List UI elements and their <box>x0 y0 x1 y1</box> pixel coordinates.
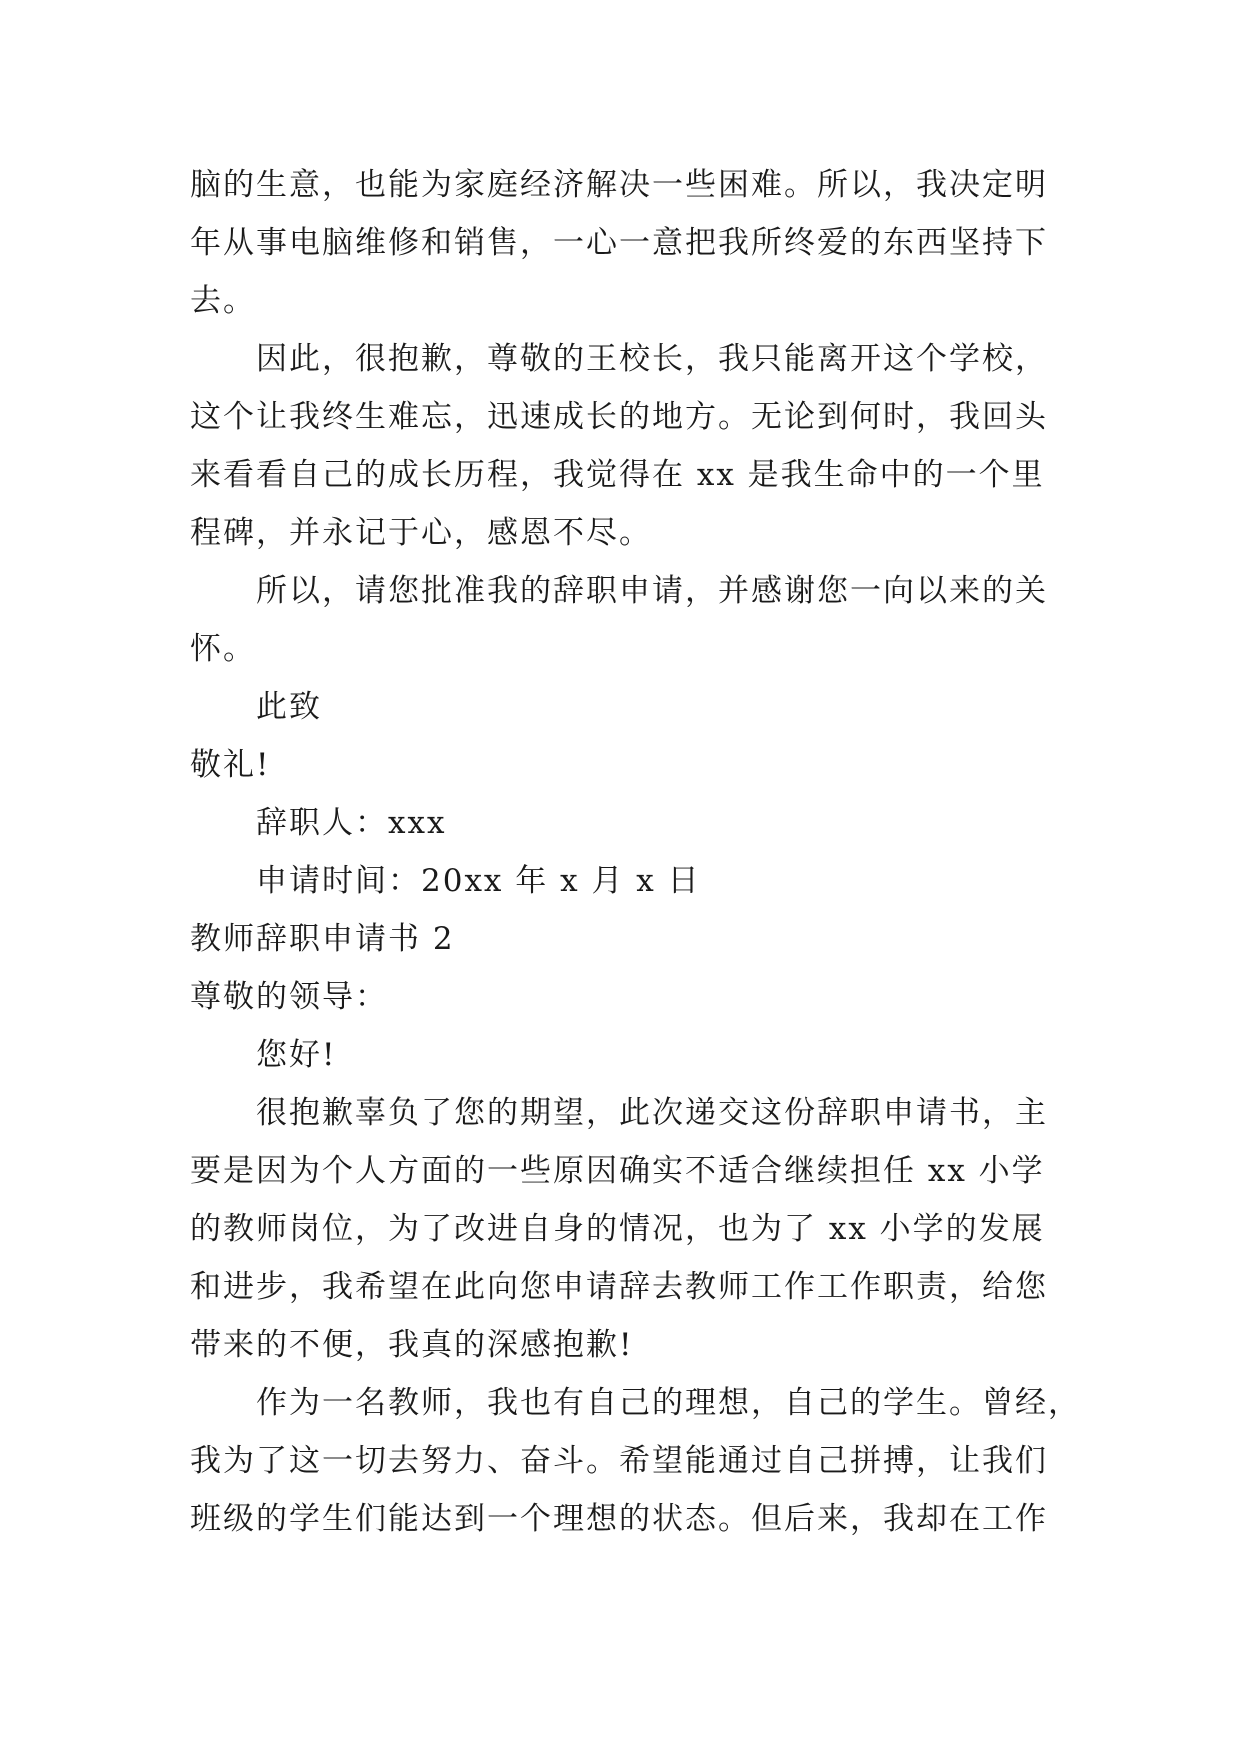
text-line: 带来的不便，我真的深感抱歉! <box>190 1327 634 1363</box>
letter-hello: 您好! <box>256 1037 337 1073</box>
text-line: 很抱歉辜负了您的期望，此次递交这份辞职申请书，主 <box>256 1095 1048 1131</box>
text-line: 怀。 <box>190 631 256 667</box>
text-line: 和进步，我希望在此向您申请辞去教师工作工作职责，给您 <box>190 1269 1048 1305</box>
closing-salutation: 此致 <box>256 689 322 725</box>
text-line: 班级的学生们能达到一个理想的状态。但后来，我却在工作 <box>190 1501 1048 1537</box>
text-line: 脑的生意，也能为家庭经济解决一些困难。所以，我决定明 <box>190 167 1048 203</box>
text-line: 要是因为个人方面的一些原因确实不适合继续担任 xx 小学 <box>190 1153 1045 1189</box>
text-line: 作为一名教师，我也有自己的理想，自己的学生。曾经， <box>256 1385 1081 1421</box>
resigner-name: 辞职人：xxx <box>256 805 447 841</box>
text-line: 我为了这一切去努力、奋斗。希望能通过自己拼搏，让我们 <box>190 1443 1048 1479</box>
section-title: 教师辞职申请书 2 <box>190 921 455 957</box>
text-line: 来看看自己的成长历程，我觉得在 xx 是我生命中的一个里 <box>190 457 1045 493</box>
closing-regards: 敬礼! <box>190 747 271 783</box>
text-line: 所以，请您批准我的辞职申请，并感谢您一向以来的关 <box>256 573 1048 609</box>
text-line: 因此，很抱歉，尊敬的王校长，我只能离开这个学校， <box>256 341 1048 377</box>
text-line: 的教师岗位，为了改进自身的情况，也为了 xx 小学的发展 <box>190 1211 1045 1247</box>
letter-greeting: 尊敬的领导： <box>190 979 388 1015</box>
application-date: 申请时间：20xx 年 x 月 x 日 <box>256 863 701 899</box>
document-body <box>190 156 1081 1548</box>
text-line: 这个让我终生难忘，迅速成长的地方。无论到何时，我回头 <box>190 399 1048 435</box>
text-line: 去。 <box>190 283 256 319</box>
text-line: 年从事电脑维修和销售，一心一意把我所终爱的东西坚持下 <box>190 225 1048 261</box>
text-line: 程碑，并永记于心，感恩不尽。 <box>190 515 652 551</box>
